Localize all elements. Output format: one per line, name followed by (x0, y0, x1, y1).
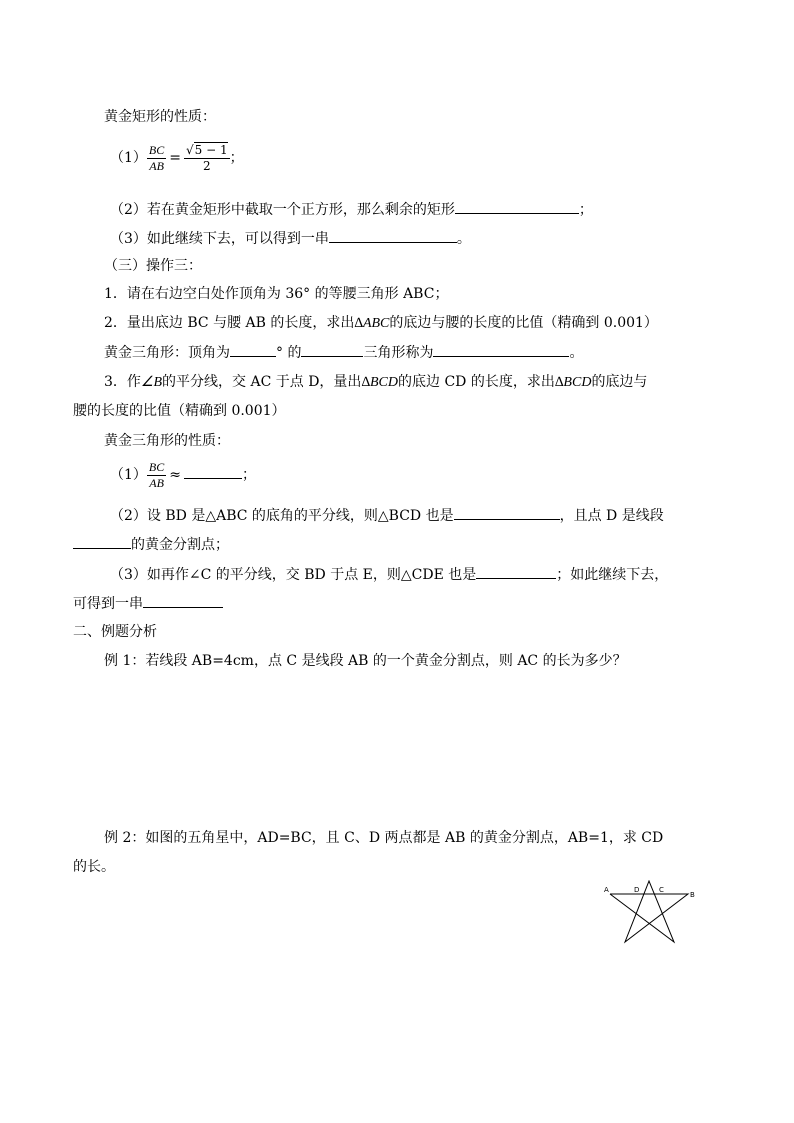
property-label: （1） (110, 150, 147, 166)
answer-blank[interactable] (454, 505, 560, 520)
answer-blank[interactable] (143, 593, 223, 608)
golden-tri-property-3: （3）如再作∠C 的平分线，交 BD 于点 E，则△CDE 也是 ；如此继续下去， (110, 564, 668, 585)
answer-blank[interactable] (301, 342, 363, 357)
golden-triangle-definition: 黄金三角形：顶角为 ° 的 三角形称为 。 (104, 342, 583, 363)
pentagram-figure (598, 880, 708, 950)
golden-rect-property-3: （3）如此继续下去，可以得到一串 。 (110, 228, 471, 249)
example-1: 例 1：若线段 AB=4cm，点 C 是线段 AB 的一个黄金分割点，则 AC 的长为多少？ (104, 653, 627, 669)
operation-3-title: （三）操作三： (104, 258, 202, 274)
operation-3-step-1: 1．请在右边空白处作顶角为 36° 的等腰三角形 ABC； (104, 286, 449, 302)
example-2-cont: 的长。 (73, 859, 115, 875)
fraction-numerator: BC (148, 142, 165, 157)
golden-tri-property-1: （1） $\frac{BC}{AB}$ ≈ ； (110, 459, 256, 490)
golden-rect-property-2: （2）若在黄金矩形中截取一个正方形，那么剩余的矩形 ； (110, 199, 593, 220)
operation-3-step-2: 2．量出底边 BC 与腰 AB 的长度，求出∆ABC的底边与腰的长度的比值（精确到 0.001） (104, 315, 658, 331)
golden-rect-title: 黄金矩形的性质： (104, 109, 216, 125)
golden-tri-property-2-cont: 的黄金分割点； (73, 534, 229, 555)
point-label-c: C (659, 886, 664, 894)
golden-tri-property-2: （2）设 BD 是△ABC 的底角的平分线，则△BCD 也是 ，且点 D 是线段 (110, 505, 664, 526)
answer-blank[interactable] (184, 464, 242, 479)
operation-3-step-3-cont: 腰的长度的比值（精确到 0.001） (73, 403, 286, 419)
golden-rect-property-1 (110, 138, 244, 178)
golden-tri-title: 黄金三角形的性质： (104, 433, 230, 449)
point-label-d: D (634, 886, 640, 894)
example-2: 例 2：如图的五角星中，AD=BC，且 C、D 两点都是 AB 的黄金分割点，AB=1，求 CD (104, 830, 664, 846)
answer-blank[interactable] (230, 342, 276, 357)
fraction-denominator: 2 (202, 159, 211, 173)
ratio-fraction (147, 143, 166, 174)
point-label-b: B (690, 891, 695, 899)
golden-ratio-fraction (184, 142, 230, 174)
punctuation: ； (229, 150, 244, 166)
answer-blank[interactable] (476, 564, 556, 579)
answer-blank[interactable] (433, 342, 569, 357)
ratio-fraction: $\frac{BC}{AB}$ (148, 459, 165, 490)
golden-tri-property-3-cont: 可得到一串 (73, 593, 223, 614)
answer-blank[interactable] (329, 228, 457, 243)
answer-blank[interactable] (73, 534, 131, 549)
sqrt-argument: 5 − 1 (194, 143, 228, 157)
section-heading-examples: 二、例题分析 (73, 624, 157, 640)
point-label-a: A (604, 886, 609, 894)
fraction-denominator: AB (149, 158, 164, 173)
sqrt-symbol: √ (186, 143, 194, 157)
operation-3-step-3: 3．作∠B的平分线，交 AC 于点 D，量出∆BCD的底边 CD 的长度，求出∆BCD的底边与 (104, 374, 648, 390)
answer-blank[interactable] (455, 199, 579, 214)
pentagram-star (610, 881, 688, 942)
equals-sign: = (169, 150, 181, 166)
